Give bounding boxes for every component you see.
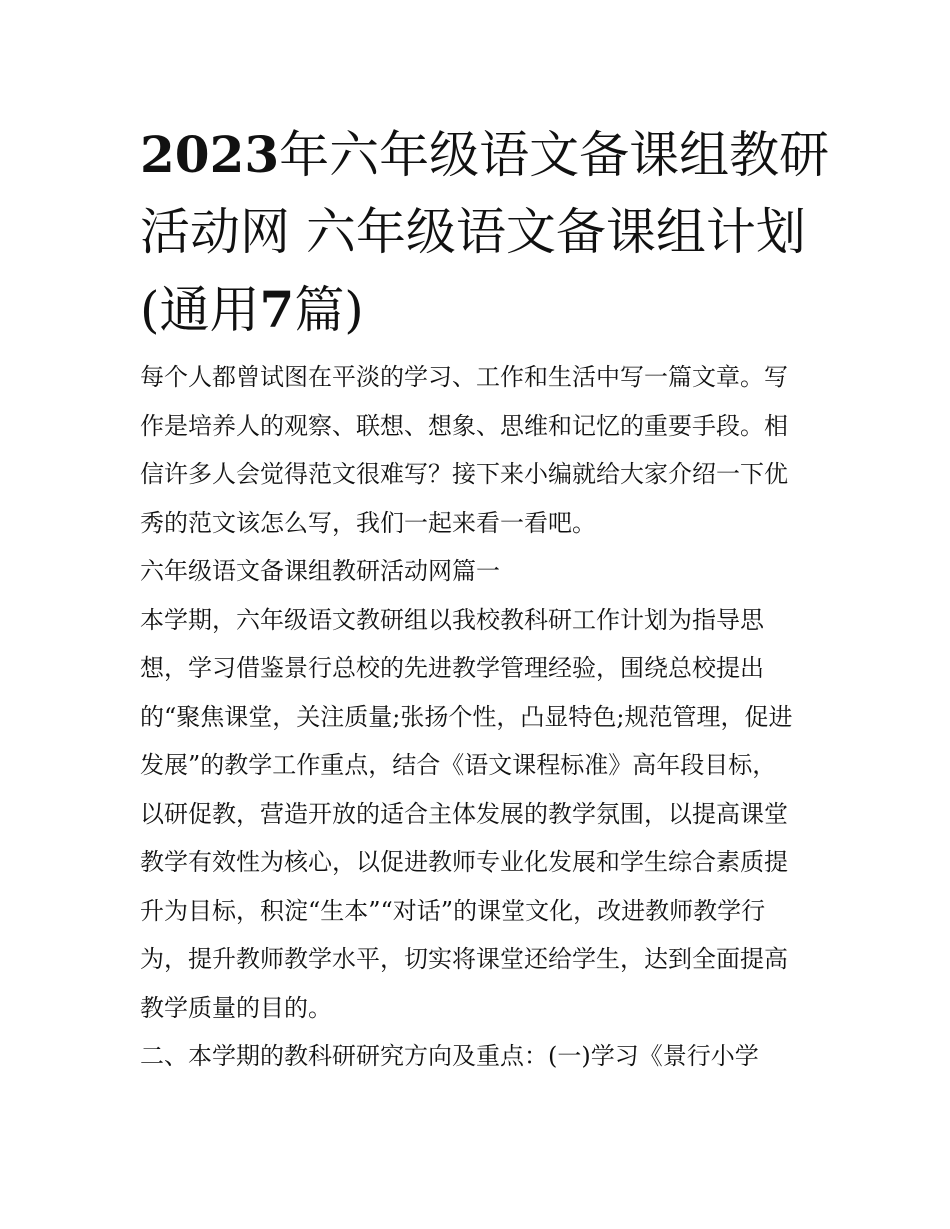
- body-line: 教学质量的目的。: [140, 993, 332, 1022]
- title-line-3: [140, 271, 820, 349]
- body-line: 本学期，六年级语文教研组以我校教科研工作计划为指导思: [140, 605, 764, 634]
- body-line: 信许多人会觉得范文很难写？接下来小编就给大家介绍一下优: [140, 460, 788, 488]
- section-heading: 六年级语文备课组教研活动网篇一: [140, 557, 500, 585]
- body-line: 每个人都曾试图在平淡的学习、工作和生活中写一篇文章。写: [140, 363, 788, 391]
- body-line: 想，学习借鉴景行总校的先进教学管理经验，围绕总校提出: [140, 654, 764, 682]
- title-text-2: 活动网 六年级语文备课组计划: [140, 203, 806, 261]
- body-line: 以研促教，营造开放的适合主体发展的教学氛围，以提高课堂: [140, 799, 788, 828]
- title-text-3b: 篇): [294, 281, 364, 339]
- title-text-1: 年六年级语文备课组教研: [279, 126, 830, 184]
- document-body: [140, 353, 830, 1081]
- body-line: 的“聚焦课堂，关注质量;张扬个性，凸显特色;规范管理，促进: [140, 702, 793, 731]
- body-line: 秀的范文该怎么写，我们一起来看一看吧。: [140, 508, 596, 537]
- body-line: 教学有效性为核心，以促进教师专业化发展和学生综合素质提: [140, 848, 788, 876]
- title-line-1: [140, 116, 830, 194]
- body-line: 发展”的教学工作重点，结合《语文课程标准》高年段目标，: [140, 751, 777, 779]
- body-line: 作是培养人的观察、联想、想象、思维和记忆的重要手段。相: [140, 411, 788, 440]
- body-line: 升为目标，积淀“生本”“对话”的课堂文化，改进教师教学行: [140, 896, 766, 925]
- title-text-3a: (通用: [140, 281, 260, 339]
- title-line-2: [140, 194, 820, 271]
- body-line: 为，提升教师教学水平，切实将课堂还给学生，达到全面提高: [140, 945, 788, 973]
- document-title: [140, 116, 830, 349]
- body-line: 二、本学期的教科研研究方向及重点：(一)学习《景行小学: [140, 1042, 759, 1070]
- title-year: 2023: [140, 125, 280, 184]
- title-count: 7: [259, 280, 295, 339]
